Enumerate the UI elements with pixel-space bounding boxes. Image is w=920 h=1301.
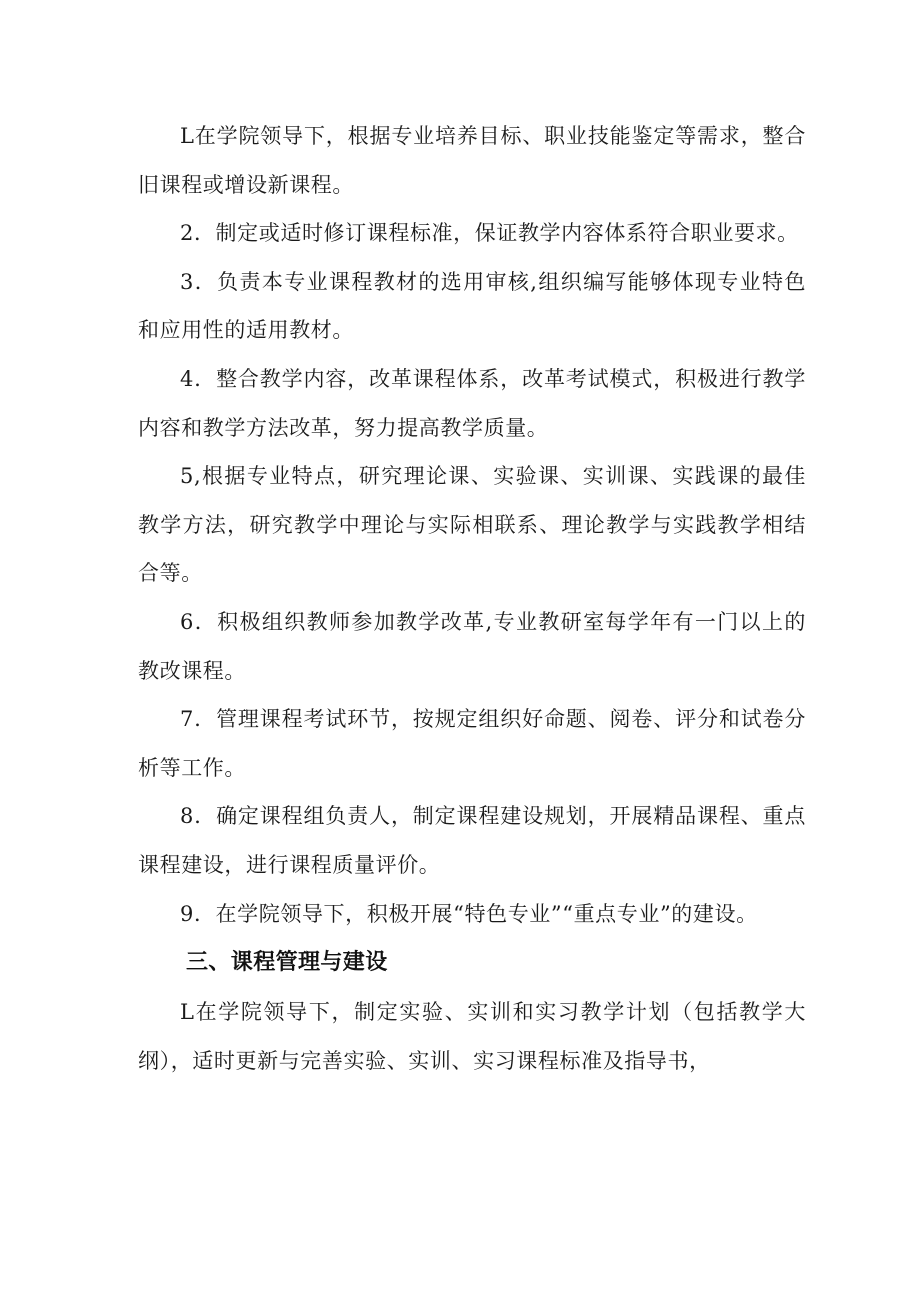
document-body bbox=[138, 112, 806, 1085]
paragraph-8: 8．确定课程组负责人，制定课程建设规划，开展精品课程、重点课程建设，进行课程质量评价。 bbox=[138, 804, 806, 877]
section-heading: 三、课程管理与建设 bbox=[186, 950, 388, 976]
paragraph-4: 4．整合教学内容，改革课程体系，改革考试模式，积极进行教学内容和教学方法改革，努力提高教学质量。 bbox=[138, 366, 806, 440]
paragraph-2: 2．制定或适时修订课程标准，保证教学内容体系符合职业要求。 bbox=[180, 221, 799, 246]
paragraph-6: 6．积极组织教师参加教学改革,专业教研室每学年有一门以上的教改课程。 bbox=[138, 609, 806, 683]
paragraph-3: 3．负责本专业课程教材的选用审核,组织编写能够体现专业特色和应用性的适用教材。 bbox=[138, 269, 806, 343]
paragraph-9: 9．在学院领导下，积极开展“特色专业”“重点专业”的建设。 bbox=[180, 901, 758, 926]
paragraph-10: L在学院领导下，制定实验、实训和实习教学计划（包括教学大纲），适时更新与完善实验、实训、实习课程标准及指导书， bbox=[138, 1000, 806, 1073]
paragraph-7: 7．管理课程考试环节，按规定组织好命题、阅卷、评分和试卷分析等工作。 bbox=[138, 707, 806, 780]
paragraph-1: L在学院领导下，根据专业培养目标、职业技能鉴定等需求，整合旧课程或增设新课程。 bbox=[138, 124, 806, 197]
paragraph-5: 5,根据专业特点，研究理论课、实验课、实训课、实践课的最佳教学方法，研究教学中理论与实际相联系、理论教学与实践教学相结合等。 bbox=[138, 464, 806, 586]
